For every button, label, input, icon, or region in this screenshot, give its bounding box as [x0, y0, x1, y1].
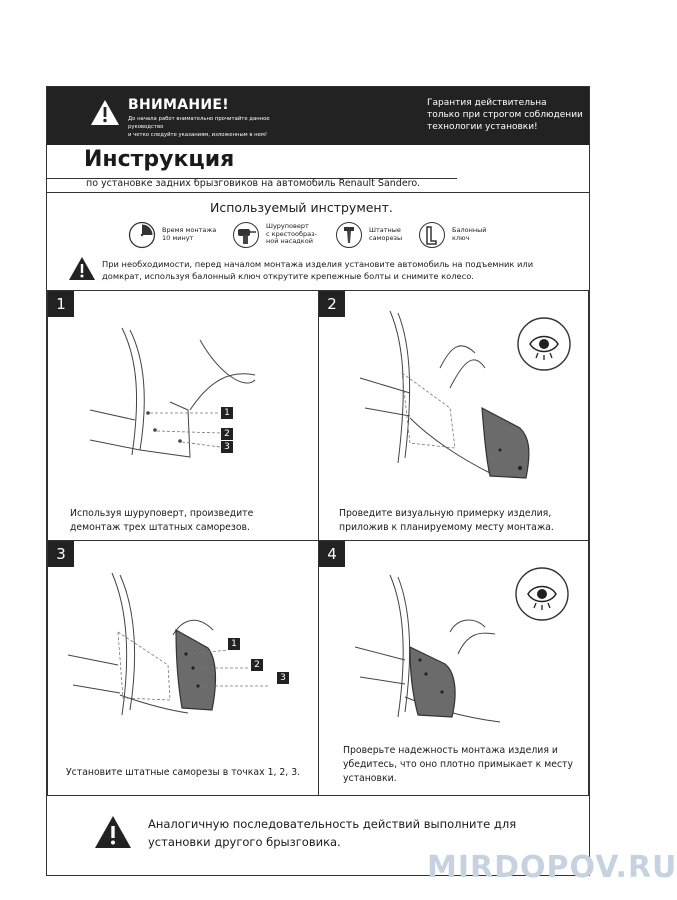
tools-heading: Используемый инструмент.	[210, 200, 393, 215]
tool-screwdriver-line2: с крестообраз-	[266, 229, 317, 238]
tool-screws-line2: саморезы	[369, 233, 403, 242]
screw-icon	[335, 221, 363, 253]
step-1-caption-line2: демонтаж трех штатных саморезов.	[70, 522, 250, 533]
tool-wrench-line2: ключ	[452, 233, 470, 242]
note-text	[102, 258, 542, 282]
step-2-caption-line1: Проведите визуальную примерку изделия,	[339, 508, 552, 519]
step-2-caption-line2: приложив к планируемому месту монтажа.	[339, 522, 554, 533]
guarantee-line-2: только при строгом соблюдении	[427, 110, 583, 120]
step-1-number: 1	[48, 291, 74, 317]
attention-title: ВНИМАНИЕ!	[128, 97, 229, 113]
guarantee-line-1: Гарантия действительна	[427, 98, 547, 108]
step-3-caption	[66, 766, 316, 780]
step-3-illustration	[58, 570, 298, 724]
tool-label-screws	[369, 227, 402, 242]
step-3-number: 3	[48, 541, 74, 567]
tool-screws-line1: Штатные	[369, 226, 401, 234]
note-warning-icon	[68, 256, 96, 285]
tool-screwdriver-line1: Шуруповерт	[266, 222, 309, 230]
step-3-marker-3: 3	[277, 672, 289, 684]
step-4-caption	[343, 744, 588, 786]
wrench-icon	[418, 221, 446, 253]
page-subtitle: по установке задних брызговиков на автомобиль Renault Sandero.	[86, 178, 421, 189]
attention-line-2: и четко следуйте указаниям, изложенным в нем!	[128, 132, 267, 138]
step-3-caption-line1: Установите штатные саморезы в точках 1, 2, 3.	[66, 767, 301, 778]
step-3-marker-1: 1	[228, 638, 240, 650]
screwdriver-icon	[232, 221, 260, 253]
warning-icon	[90, 99, 120, 126]
step-1-marker-1: 1	[221, 407, 233, 419]
tool-label-time	[162, 227, 216, 242]
page-title: Инструкция	[84, 147, 235, 172]
tool-wrench-line1: Балонный	[452, 226, 487, 234]
note-line-1: При необходимости, перед началом монтажа изделия установите автомобиль на подъемник или	[102, 259, 534, 269]
tool-time-line2: 10 минут	[162, 233, 194, 242]
note-line-2: домкрат, используя балонный ключ открутите крепежные болты и снимите колесо.	[102, 271, 474, 281]
attention-line-1: До начала работ внимательно прочитайте данное руководство	[128, 116, 270, 130]
watermark: MIRDOPOV.RU	[427, 850, 677, 885]
final-note-line1: Аналогичную последовательность действий выполните для	[148, 817, 517, 831]
step-2-caption	[339, 507, 584, 535]
tool-screwdriver-line3: ной насадкой	[266, 237, 313, 245]
final-warning-icon	[94, 815, 132, 853]
tool-label-wrench	[452, 227, 486, 242]
tool-time-line1: Время монтажа	[162, 226, 217, 234]
tool-label-screwdriver	[266, 223, 317, 246]
final-note-line2: установки другого брызговика.	[148, 835, 341, 849]
guarantee-line-3: технологии установки!	[427, 122, 538, 132]
step-1-marker-3: 3	[221, 441, 233, 453]
eye-check-icon	[514, 566, 570, 626]
subtitle-divider	[47, 192, 589, 193]
step-4-caption-line3: установки.	[343, 773, 397, 784]
attention-subtitle	[128, 115, 298, 139]
guarantee-note	[427, 97, 587, 133]
step-1-marker-2: 2	[221, 428, 233, 440]
step-4-illustration	[350, 572, 510, 736]
step-1-caption	[70, 507, 310, 535]
step-4-caption-line1: Проверьте надежность монтажа изделия и	[343, 745, 558, 756]
eye-inspect-icon	[516, 316, 572, 376]
step-2-number: 2	[319, 291, 345, 317]
step-1-caption-line1: Используя шуруповерт, произведите	[70, 508, 254, 519]
step-4-number: 4	[319, 541, 345, 567]
step-3-marker-2: 2	[251, 659, 263, 671]
clock-icon	[128, 221, 156, 253]
final-note	[148, 815, 548, 851]
step-4-caption-line2: убедитесь, что оно плотно примыкает к месту	[343, 759, 573, 770]
